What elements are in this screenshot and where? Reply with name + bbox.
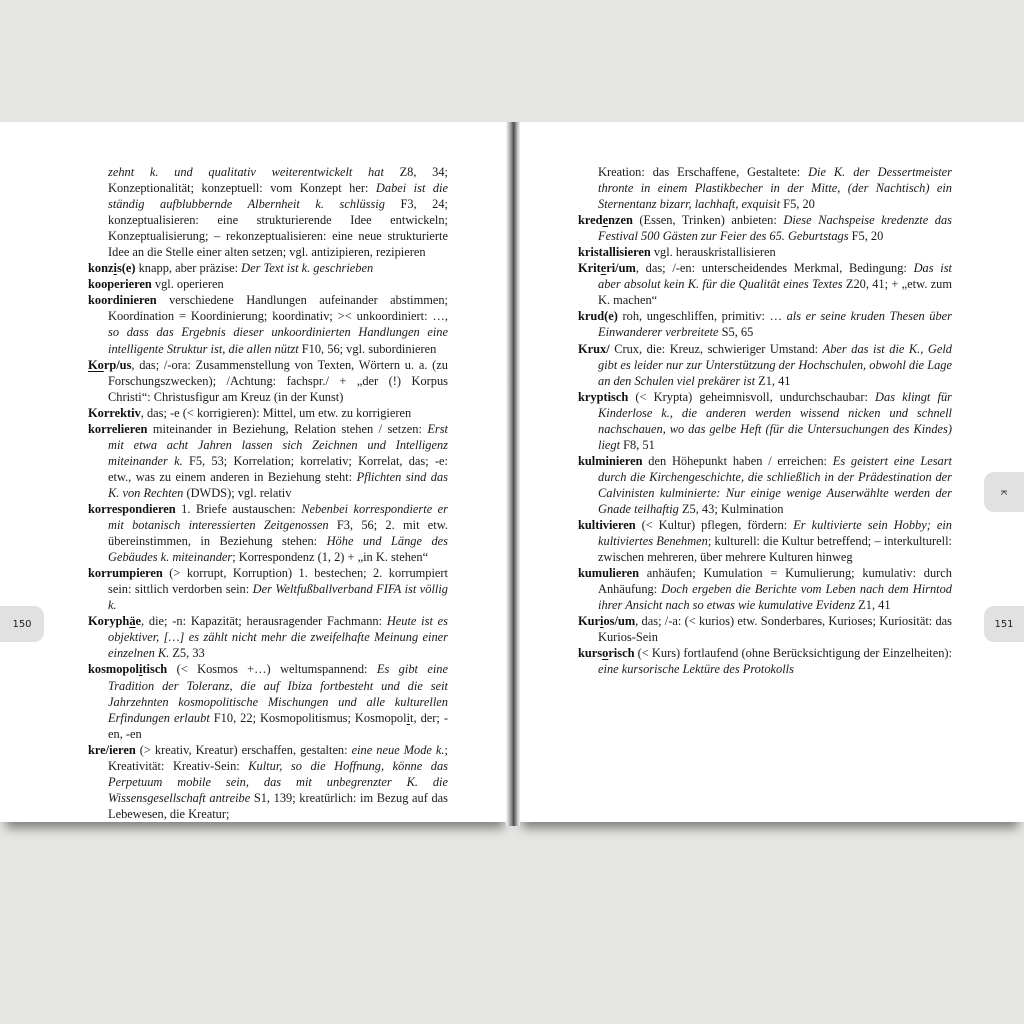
headword: kosmopol: [88, 662, 139, 677]
dictionary-entry: [88, 260, 448, 276]
headword: tisch: [142, 662, 168, 677]
definition-text: Z1, 41: [855, 598, 891, 613]
right-page-text: [578, 164, 952, 678]
dictionary-entry: [578, 308, 952, 340]
definition-text: , die; -n: Kapazität; herausragender Fachmann:: [141, 614, 387, 629]
headword: krud(e): [578, 309, 618, 324]
dictionary-entry: [88, 501, 448, 565]
headword-stress-mark: i: [113, 261, 117, 276]
example-quote: als er seine kruden Thesen über Einwanderer verbreitete: [598, 309, 952, 340]
dictionary-entry: [578, 613, 952, 645]
dictionary-entry: [88, 742, 448, 822]
continued-entry: [578, 164, 952, 212]
definition-text: , das; /-a: (< kurios) etw. Sonderbares, Kurioses; Kuriosität: das Kurios-Sein: [598, 614, 952, 645]
headword-stress-mark: o: [602, 646, 609, 661]
definition-text: vgl. herauskristallisieren: [650, 245, 776, 260]
example-quote: Heute ist es objektiver, […] es zählt nicht mehr die zweifelhafte Meinung einer einzelnen K.: [108, 614, 448, 661]
definition-text: miteinander in Beziehung, Relation stehen / setzen:: [147, 421, 428, 436]
definition-text: (> korrupt, Korruption) 1. bestechen; 2. korrumpiert sein: sittlich verdorben sein:: [108, 566, 448, 597]
dictionary-entry: [578, 453, 952, 517]
definition-text: (< Kurs) fortlaufend (ohne Berücksichtigung der Einzelheiten):: [634, 646, 952, 661]
dictionary-entry: [88, 357, 448, 405]
dictionary-entry: [578, 517, 952, 565]
definition-text: ; kulturell: die Kultur betreffend; – interkulturell: zwischen mehreren, über mehrere Kulturen hinweg: [598, 534, 953, 565]
definition-text: knapp, aber präzise:: [135, 261, 242, 276]
dictionary-entry: [88, 661, 448, 741]
headword: kumulieren: [578, 566, 640, 581]
example-quote: Doch ergeben die Berichte vom Leben nach dem Hirntod ihrer Ansicht nach so etwas wie kumulative Evidenz: [598, 582, 952, 613]
definition-text: (> kreativ, Kreatur) erschaffen, gestalten:: [135, 742, 352, 757]
definition-text: , das; /-ora: Zusammenstellung von Texten, Wörtern u. a. (zu Forschungszwecken); /Achtung: fachspr./ + „der (!) Korpus Christi“: Christusfigur am Kreuz (in der Kunst): [108, 357, 448, 404]
definition-text: (DWDS); vgl. relativ: [183, 485, 292, 500]
headword: korrumpieren: [88, 566, 163, 581]
dictionary-entry: [88, 276, 448, 292]
headword: kristallisieren: [578, 245, 651, 260]
dictionary-entry: [88, 405, 448, 421]
dictionary-entry: [578, 244, 952, 260]
headword: os/um: [603, 614, 636, 629]
definition-text: 1. Briefe austauschen:: [175, 501, 302, 516]
example-quote: Diese Nachspeise kredenzte das Festival 500 Gästen zur Feier des 65. Geburtstags: [598, 213, 953, 244]
headword: risch: [608, 646, 635, 661]
page-number-right: [984, 606, 1024, 642]
definition-text: F3, 24; konzeptualisieren: eine strukturierende Idee entwickeln; Konzeptualisierung; – rekonzeptualisieren: eine neue strukturierte Idee an die Stelle einer alten setzen; vgl. antizipieren, rezipieren: [108, 197, 448, 260]
headword: korrelieren: [88, 421, 148, 436]
continued-entry: [88, 164, 448, 260]
headword: konz: [88, 261, 114, 276]
headword-stress-mark: i: [138, 662, 143, 677]
headword-stress-mark: ä: [129, 614, 136, 629]
definition-text: F5, 53; Korrelation; korrelativ; Korrelat, das; -e: etw., was zu einem anderen in Beziehung steht:: [108, 453, 448, 484]
definition-text: F8, 51: [620, 437, 655, 452]
headword: Krit: [578, 261, 601, 276]
headword: kryptisch: [578, 389, 629, 404]
headword: Kur: [578, 614, 601, 629]
page-number-left-label: 150: [12, 618, 32, 630]
example-quote: Kultur, so die Hoffnung, könne das Perpetuum mobile sein, das mit unbegrenzter K. die Wissensgesellschaft antreibe: [108, 758, 448, 805]
example-quote: eine neue Mode k.: [351, 742, 445, 757]
headword: koordinieren: [88, 293, 157, 308]
thumb-index-letter: K: [999, 489, 1009, 495]
example-quote: Pflichten sind das K. von Rechten: [108, 469, 448, 500]
definition-text: F3, 56; 2. mit etw. übereinstimmen, in Beziehung stehen:: [108, 518, 448, 549]
definition-text: Z20, 41; + „etw. zum K. machen“: [598, 277, 953, 308]
left-page-text: [88, 164, 448, 822]
headword: Korrektiv: [88, 405, 141, 420]
example-quote: Erst mit etwa acht Jahren lassen sich Zeichnen und Intelligenz miteinander k.: [108, 421, 448, 468]
definition-text: roh, ungeschliffen, primitiv: …: [617, 309, 787, 324]
example-quote: Das ist aber absolut kein K. für die Qualität eines Textes: [598, 261, 952, 292]
thumb-index-tab: [984, 472, 1024, 512]
definition-text: anhäufen; Kumulation = Kumulierung; kumulativ: durch Anhäufung:: [598, 566, 952, 597]
headword-stress-mark: e: [600, 261, 607, 276]
dictionary-entry: [88, 292, 448, 356]
example-quote: Höhe und Länge des Gebäudes k. miteinander: [108, 534, 448, 565]
definition-text: ; Korrespondenz (1, 2) + „in K. stehen“: [232, 550, 429, 565]
headword: Krux/: [578, 341, 610, 356]
definition-text: t, der; -en, -en: [108, 710, 448, 741]
headword: nzen: [608, 213, 633, 228]
headword: kred: [578, 213, 603, 228]
definition-text: verschiedene Handlungen aufeinander abstimmen; Koordination = Koordinierung; koordinativ; >< unkoordiniert: …,: [108, 293, 448, 324]
right-page: [516, 122, 1024, 822]
definition-text: den Höhepunkt haben / erreichen:: [642, 453, 833, 468]
book-spread: [0, 122, 1024, 822]
dictionary-entry: [88, 613, 448, 661]
headword: korrespondieren: [88, 501, 176, 516]
headword: rp/us: [103, 357, 132, 372]
definition-text: Z5, 43; Kulmination: [678, 501, 784, 516]
dictionary-entry: [578, 260, 952, 308]
example-quote: so dass das Ergebnis dieser unkoordinierten Handlungen eine intelligente Struktur ist, die allen nützt: [108, 325, 448, 356]
definition-text: (< Kultur) pflegen, fördern:: [635, 518, 794, 533]
stress-mark: i: [406, 710, 411, 725]
definition-text: Z5, 33: [169, 646, 205, 661]
headword: kultivieren: [578, 518, 636, 533]
example-quote: Es geistert eine Lesart durch die Kirchengeschichte, die schließlich in der Prädestination der Calvinisten kulminierte: Nur einige wenige Auserwählte werden der Gnade teilhaftig: [598, 453, 952, 516]
headword: kulminieren: [578, 453, 643, 468]
headword: e: [135, 614, 142, 629]
definition-text: S1, 139; kreatürlich: im Bezug auf das Lebewesen, die Kreatur;: [108, 790, 448, 821]
headword: kre/ieren: [88, 742, 136, 757]
headword: s(e): [116, 261, 136, 276]
definition-text: , das; /-en: unterscheidendes Merkmal, Bedingung:: [635, 261, 914, 276]
headword: ri/um: [606, 261, 636, 276]
definition-text: , das; -e (< korrigieren): Mittel, um etw. zu korrigieren: [140, 405, 412, 420]
definition-text: (Essen, Trinken) anbieten:: [632, 213, 784, 228]
example-quote: Dabei ist die ständig aufblubbernde Albernheit k. schlüssig: [108, 181, 448, 212]
definition-text: F5, 20: [780, 197, 815, 212]
definition-text: Z1, 41: [755, 373, 791, 388]
example-quote: Nebenbei korrespondierte er mit botanisch interessierten Zeitgenossen: [108, 501, 449, 533]
example-quote: zehnt k. und qualitativ weiterentwickelt hat: [108, 165, 384, 179]
example-quote: Der Text ist k. geschrieben: [241, 261, 374, 276]
headword-stress-mark: Ko: [88, 357, 104, 372]
headword-stress-mark: i: [600, 614, 604, 629]
headword: Koryph: [88, 614, 130, 629]
dictionary-entry: [578, 645, 952, 677]
definition-text: Crux, die: Kreuz, schwieriger Umstand:: [609, 341, 823, 356]
definition-text: vgl. operieren: [151, 277, 224, 292]
example-quote: Es gibt eine Tradition der Toleranz, die auf Ibiza fortbesteht und die seit Jahrzehnten kosmopolitische Mischungen und alle kulturellen Erfindungen erlaubt: [108, 662, 449, 725]
definition-text: F10, 56; vgl. subordinieren: [298, 341, 437, 356]
page-number-right-label: 151: [994, 618, 1014, 630]
headword: kurs: [578, 646, 603, 661]
headword: kooperieren: [88, 277, 152, 292]
example-quote: eine kursorische Lektüre des Protokolls: [598, 662, 794, 677]
example-quote: Die K. der Dessertmeister thronte in einem Plastikbecher in der Mitte, (der Nachtisch) ein Sternentanz bizarr, lachhaft, exquisit: [598, 165, 952, 212]
definition-text: Z8, 34; Konzeptionalität; konzeptuell: vom Konzept her:: [108, 165, 448, 196]
dictionary-entry: [578, 341, 952, 389]
example-quote: Er kultivierte sein Hobby; ein kultiviertes Benehmen: [598, 518, 952, 549]
headword-stress-mark: e: [602, 213, 609, 228]
dictionary-entry: [88, 565, 448, 613]
definition-text: Kreation: das Erschaffene, Gestaltete:: [598, 165, 809, 179]
dictionary-entry: [88, 421, 448, 501]
page-number-left: [0, 606, 44, 642]
definition-text: (< Krypta) geheimnisvoll, undurchschaubar:: [628, 389, 876, 404]
dictionary-entry: [578, 212, 952, 244]
definition-text: F10, 22; Kosmopolitismus; Kosmopol: [209, 710, 407, 725]
example-quote: Aber das ist die K., Geld gibt es leider nur zur Unterstützung der Hochschulen, obwohl die Lage an den Schulen viel prekärer ist: [598, 341, 952, 388]
definition-text: S5, 65: [718, 325, 754, 340]
left-page: [0, 122, 510, 822]
definition-text: ; Kreativität: Kreativ-Sein:: [108, 742, 448, 773]
example-quote: Der Weltfußballverband FIFA ist völlig k.: [108, 582, 448, 613]
example-quote: Das klingt für Kinderlose k., die anderen werden wissend nicken und schnell nachschauen, wo das gelbe Heft (für die Untersuchungen des Kindes) liegt: [598, 389, 952, 452]
dictionary-entry: [578, 389, 952, 453]
book-gutter: [506, 122, 520, 826]
definition-text: (< Kosmos +…) weltumspannend:: [167, 662, 377, 677]
dictionary-entry: [578, 565, 952, 613]
definition-text: F5, 20: [848, 229, 884, 244]
